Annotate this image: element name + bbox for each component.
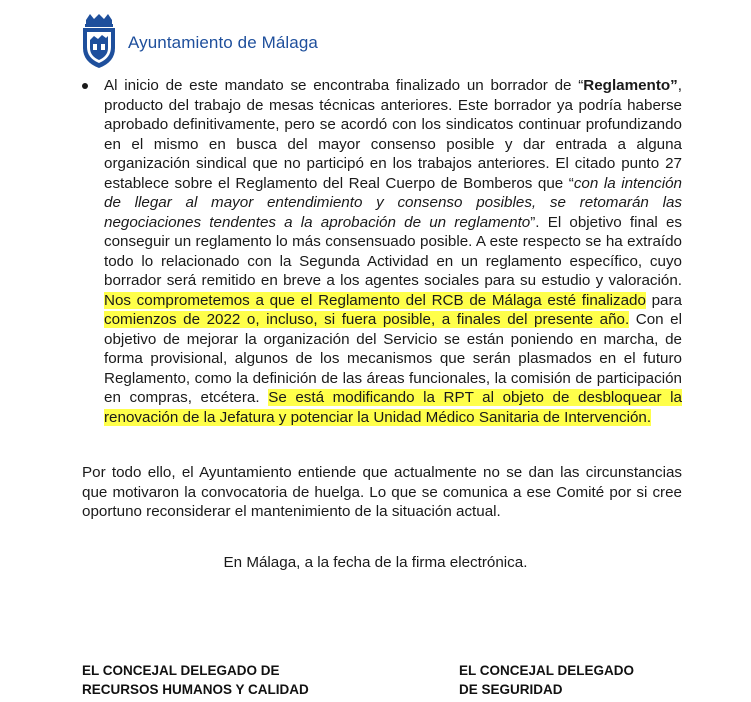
bold-term-reglamento: Reglamento” xyxy=(583,77,678,94)
bullet-point xyxy=(82,83,88,89)
signature-title-line: EL CONCEJAL DELEGADO DE xyxy=(82,663,280,678)
signature-block-security xyxy=(459,661,634,699)
bullet-paragraph xyxy=(104,76,682,427)
institution-name: Ayuntamiento de Málaga xyxy=(128,33,318,52)
malaga-coat-of-arms-icon xyxy=(80,14,118,68)
signature-title-line: EL CONCEJAL DELEGADO xyxy=(459,663,635,678)
highlighted-rpt-change: Se está modificando la RPT al objeto de desbloquear la renovación de la Jefatura y potenciar la Unidad Médico Sanitaria de Intervención. xyxy=(104,389,682,426)
signature-title-line: RECURSOS HUMANOS Y CALIDAD xyxy=(82,682,309,697)
text-run: ”. El objetivo final es conseguir un reglamento lo más consensuado posible. A este respecto se ha extraído todo lo relacionado con la Segunda Actividad en un reglamento específico, cuyo borrador será remitido en breve a los agentes sociales para su estudio y valoración. xyxy=(104,213,682,289)
text-run: , producto del trabajo de mesas técnicas anteriores. Este borrador ya podría haberse aprobado definitivamente, pero se acordó con los sindicatos continuar profundizando en el mismo en busca del mayor consenso posible y dar entrada a alguna organización sindical que no participó en los trabajos anteriores. El citado punto 27 establece sobre el Reglamento del Real Cuerpo de Bomberos que “ xyxy=(104,77,682,192)
text-run: Al inicio de este mandato se encontraba finalizado un borrador de “ xyxy=(104,77,584,94)
signature-block-hr xyxy=(82,661,309,699)
text-run: Con el objetivo de mejorar la organización del Servicio se están poniendo en marcha, de forma provisional, algunos de los mecanismos que serán plasmados en el futuro Reglamento, como la definición de las áreas funcionales, la comisión de participación en compras, etcétera. xyxy=(104,311,682,406)
text-run: para xyxy=(645,291,682,309)
highlighted-deadline: comienzos de 2022 o, incluso, si fuera posible, a finales del presente año. xyxy=(104,311,630,328)
italic-quote: con la intención de llegar al mayor entendimiento y consenso posibles, se retomarán las negociaciones tendentes a la aprobación de un reglamento xyxy=(104,174,682,231)
signature-title-line: DE SEGURIDAD xyxy=(459,682,563,697)
highlighted-commitment: Nos comprometemos a que el Reglamento del RCB de Málaga esté finalizado xyxy=(104,291,646,309)
closing-paragraph: Por todo ello, el Ayuntamiento entiende que actualmente no se dan las circunstancias que motivaron la convocatoria de huelga. Lo que se comunica a ese Comité por si cree oportuno reconsiderar el mantenimiento de la situación actual. xyxy=(82,464,682,520)
date-line: En Málaga, a la fecha de la firma electrónica. xyxy=(223,554,528,571)
